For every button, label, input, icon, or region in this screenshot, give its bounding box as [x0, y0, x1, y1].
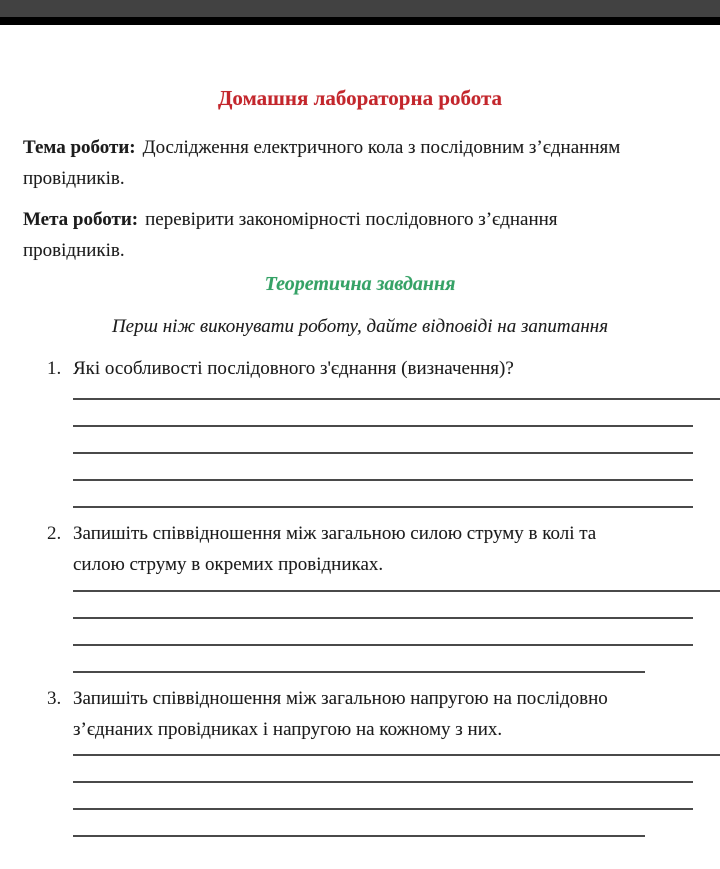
- theme-paragraph: [23, 132, 705, 194]
- section-heading: Теоретична завдання: [264, 273, 456, 295]
- question-3-line-1: Запишіть співвідношення між загальною напругою на послідовно: [73, 688, 608, 709]
- answer-blank-line: [73, 592, 693, 619]
- goal-label: Мета роботи:: [23, 209, 139, 230]
- top-black-bar: [0, 17, 720, 25]
- goal-line-1: [23, 204, 705, 235]
- theme-text-part-1: Дослідження електричного кола з послідовним з’єднанням: [142, 137, 621, 158]
- answer-blank-line: [73, 580, 720, 592]
- document-title: Домашня лабораторна робота: [217, 86, 503, 110]
- document-page: [0, 25, 720, 869]
- answer-blank-line: [73, 481, 693, 508]
- answer-blank-line: [73, 384, 720, 400]
- question-2: [47, 518, 720, 580]
- instruction-line: Перш ніж виконувати роботу, дайте відповіді на запитання: [111, 316, 609, 337]
- answer-blank-line: [73, 619, 693, 646]
- theme-label: Тема роботи:: [23, 137, 136, 158]
- question-3: [47, 683, 720, 745]
- goal-paragraph: [23, 204, 705, 266]
- top-gray-bar: [0, 0, 720, 17]
- answer-blank-line: [73, 454, 693, 481]
- answer-blank-line: [73, 400, 693, 427]
- question-2-text: [73, 518, 660, 580]
- question-1-text: [73, 353, 660, 384]
- answer-lines-question-3: [73, 745, 720, 837]
- answer-lines-question-2: [73, 580, 720, 673]
- answer-blank-line: [73, 810, 645, 837]
- question-2-number: 2.: [47, 523, 62, 544]
- question-1-line-1: Які особливості послідовного з'єднання (визначення)?: [73, 358, 514, 379]
- question-3-text: [73, 683, 660, 745]
- question-3-line-2: з’єднаних провідниках і напругою на кожному з них.: [73, 719, 503, 740]
- question-2-line-2: силою струму в окремих провідниках.: [73, 554, 384, 575]
- question-1: [47, 353, 720, 384]
- theme-line-1: [23, 132, 705, 163]
- answer-blank-line: [73, 745, 720, 756]
- question-2-line-1: Запишіть співвідношення між загальною силою струму в колі та: [73, 523, 597, 544]
- goal-text-part-1: перевірити закономірності послідовного з’єднання: [145, 209, 558, 230]
- theme-text-part-2: провідників.: [23, 168, 125, 189]
- answer-blank-line: [73, 783, 693, 810]
- goal-text-part-2: провідників.: [23, 240, 125, 261]
- answer-blank-line: [73, 646, 645, 673]
- answer-blank-line: [73, 756, 693, 783]
- answer-lines-question-1: [73, 384, 720, 508]
- question-3-number: 3.: [47, 688, 62, 709]
- question-1-number: 1.: [47, 358, 62, 379]
- answer-blank-line: [73, 427, 693, 454]
